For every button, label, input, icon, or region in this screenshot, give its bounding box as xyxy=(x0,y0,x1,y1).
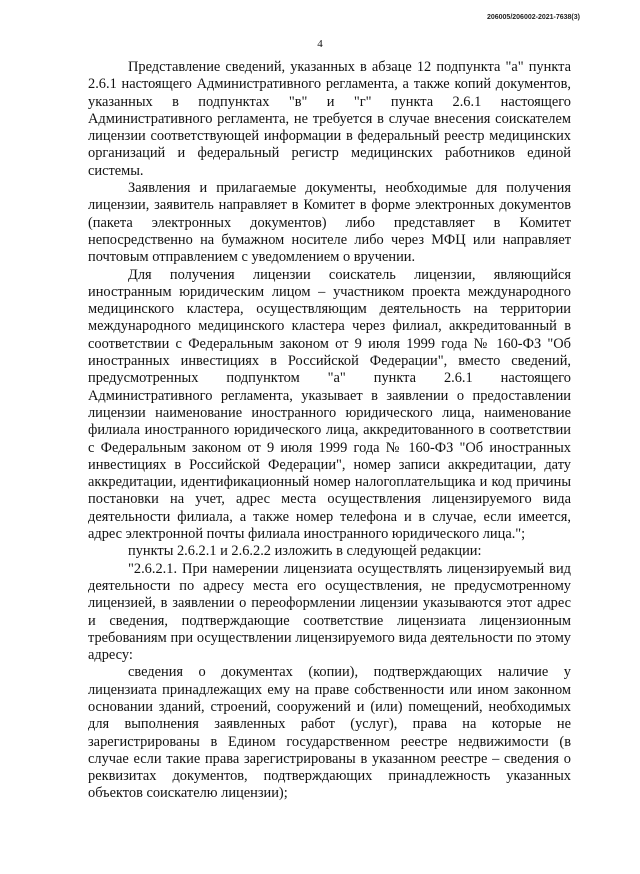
paragraph: Представление сведений, указанных в абзаце 12 подпункта "а" пункта 2.6.1 настоящего Административного регламента, а также копий документов, указанных в подпунктах "в" и "г" пункта 2.6.1 настоящего Административного регламента, не требуется в случае внесения соискателем лицензии соответствующей информации в федеральный реестр медицинских организаций и федеральный регистр медицинских работников единой системы. xyxy=(88,59,571,179)
paragraph: пункты 2.6.2.1 и 2.6.2.2 изложить в следующей редакции: xyxy=(128,543,482,560)
document-body xyxy=(88,59,571,803)
paragraph: сведения о документах (копии), подтверждающих наличие у лицензиата принадлежащих ему на праве собственности или ином законном основании зданий, строений, сооружений и (или) помещений, необходимых для выполнения заявленных работ (услуг), права на которые не зарегистрированы в Едином государственном реестре недвижимости (в случае если такие права зарегистрированы в указанном реестре – сведения о реквизитах документов, подтверждающих принадлежность указанных объектов соискателю лицензии); xyxy=(88,664,571,802)
paragraph: Заявления и прилагаемые документы, необходимые для получения лицензии, заявитель направляет в Комитет в форме электронных документов (пакета электронных документов) либо представляет в Комитет непосредственно на бумажном носителе либо через МФЦ или направляет почтовым отправлением с уведомлением о вручении. xyxy=(88,180,571,266)
paragraph: Для получения лицензии соискатель лицензии, являющийся иностранным юридическим лицом – участником проекта международного медицинского кластера, осуществляющим деятельность на территории международного медицинского кластера через филиал, аккредитованный в соответствии с Федеральным законом от 9 июля 1999 года № 160-ФЗ "Об иностранных инвестициях в Российской Федерации", вместо сведений, предусмотренных подпунктом "а" пункта 2.6.1 настоящего Административного регламента, указывает в заявлении о предоставлении лицензии наименование иностранного юридического лица, наименование филиала иностранного юридического лица, аккредитованного в соответствии с Федеральным законом от 9 июля 1999 года № 160-ФЗ "Об иностранных инвестициях в Российской Федерации", номер записи аккредитации, дату аккредитации, идентификационный номер налогоплательщика и код причины постановки на учет, адрес места осуществления лицензируемого вида деятельности филиала, а также номер телефона и в случае, если имеется, адрес электронной почты филиала иностранного юридического лица."; xyxy=(88,266,571,543)
document-code: 206005/206002-2021-7638(3) xyxy=(486,14,580,21)
page-number: 4 xyxy=(317,38,323,50)
paragraph: "2.6.2.1. При намерении лицензиата осуществлять лицензируемый вид деятельности по адресу места его осуществления, не предусмотренному лицензией, в заявлении о переоформлении лицензии указываются этот адрес и сведения, подтверждающие соответствие лицензиата лицензионным требованиям при осуществлении лицензируемого вида деятельности по этому адресу: xyxy=(88,560,571,664)
